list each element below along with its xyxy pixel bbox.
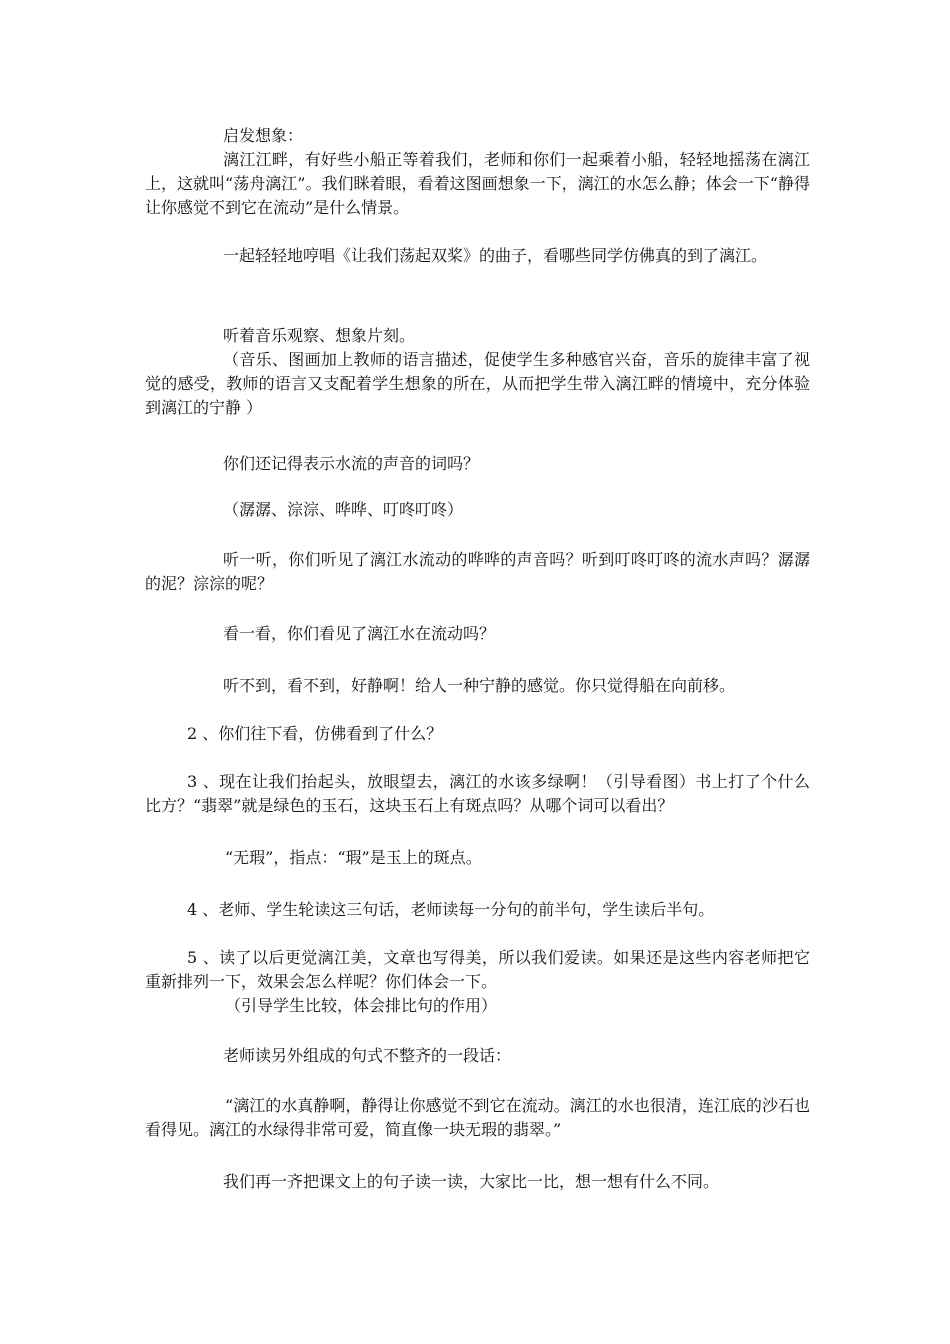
paragraph: 一起轻轻地哼唱《让我们荡起双桨》的曲子，看哪些同学仿佛真的到了漓江。	[223, 246, 768, 265]
paragraph: 听一听，你们听见了漓江水流动的哗哗的声音吗？听到叮咚叮咚的流水声吗？潺潺的泥？淙淙的呢？	[145, 550, 810, 593]
paragraph-note: （引导学生比较，体会排比句的作用）	[225, 996, 498, 1015]
paragraph-note: （音乐、图画加上教师的语言描述，促使学生多种感官兴奋，音乐的旋律丰富了视觉的感受，教师的语言又支配着学生想象的所在，从而把学生带入漓江畔的情境中，充分体验到漓江的宁静 ）	[145, 350, 810, 417]
list-item: 3 、现在让我们抬起头，放眼望去，漓江的水该多绿啊！（引导看图）书上打了个什么比方？“翡翠”就是绿色的玉石，这块玉石上有斑点吗？从哪个词可以看出？	[145, 772, 810, 815]
list-item: 2 、你们往下看，仿佛看到了什么？	[187, 724, 443, 743]
paragraph: 看一看，你们看见了漓江水在流动吗？	[223, 624, 496, 643]
paragraph-heading: 启发想象：	[223, 126, 304, 145]
paragraph: 听着音乐观察、想象片刻。	[223, 326, 416, 345]
list-item: 5 、读了以后更觉漓江美，文章也写得美，所以我们爱读。如果还是这些内容老师把它重新排列一下，效果会怎么样呢？你们体会一下。	[145, 948, 810, 991]
list-item: 4 、老师、学生轮读这三句话，老师读每一分句的前半句，学生读后半句。	[187, 900, 715, 919]
paragraph: （潺潺、淙淙、哗哗、叮咚叮咚）	[223, 500, 464, 519]
paragraph: 你们还记得表示水流的声音的词吗？	[223, 454, 480, 473]
paragraph: 我们再一齐把课文上的句子读一读，大家比一比，想一想有什么不同。	[223, 1172, 720, 1191]
paragraph: “无瑕”，指点：“瑕”是玉上的斑点。	[225, 848, 482, 867]
paragraph: 听不到，看不到，好静啊！给人一种宁静的感觉。你只觉得船在向前移。	[223, 676, 736, 695]
paragraph: 漓江江畔，有好些小船正等着我们，老师和你们一起乘着小船，轻轻地摇荡在漓江上，这就叫“荡舟漓江”。我们眯着眼，看着这图画想象一下，漓江的水怎么静；体会一下“静得让你感觉不到它在流动”是什么情景。	[145, 150, 810, 217]
quote-paragraph: “漓江的水真静啊，静得让你感觉不到它在流动。漓江的水也很清，连江底的沙石也看得见。漓江的水绿得非常可爱，简直像一块无瑕的翡翠。”	[145, 1096, 810, 1139]
paragraph: 老师读另外组成的句式不整齐的一段话：	[223, 1046, 512, 1065]
